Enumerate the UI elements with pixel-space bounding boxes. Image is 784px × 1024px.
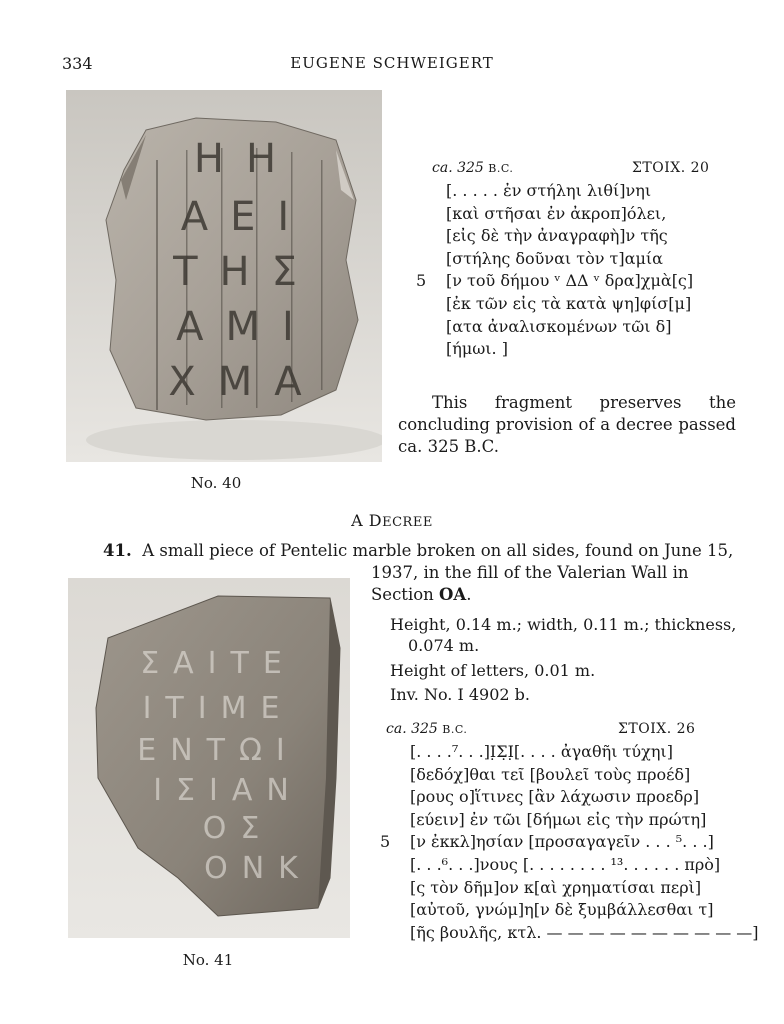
inscription-line: [καὶ στῆσαι ἐν ἀκροπ]όλει, [446, 203, 667, 223]
inscription-line: [στήλης δοῦναι τὸν τ]αμία [446, 248, 663, 268]
fragment-40-commentary: This fragment preserves the concluding provision of a decree passed ca. 325 B.C. [398, 393, 736, 456]
section-title: A DECREE [351, 511, 433, 530]
fragment-40-caption: No. 40 [190, 474, 242, 492]
inscription-line: [αὐτοῦ, γνώμ]η[ν δὲ ξυμβάλλεσθαι τ] [410, 900, 714, 920]
inscription-line: [. . . .⁷. . .]Ι̣Σ̣Ι̣[. . . . ἀγαθῆι τύχηι] [410, 742, 673, 761]
inscription-line: [. . . . . ἐν στήληι λιθί]νηι [446, 181, 652, 200]
inscription-line: [. . .⁶. . .]νους [. . . . . . . . ¹³. . . . . . πρὸ] [410, 854, 721, 874]
entry-number: 41. [103, 541, 132, 560]
fragment-41-stone-row: ΣΑΙΤΕ [140, 646, 296, 681]
fragment-41-inventory: Inv. No. I 4902 b. [390, 685, 530, 704]
fragment-41-stoichedon: ΣΤΟΙΧ. 26 [618, 721, 696, 737]
inscription-line: [ήμωι. ] [446, 339, 508, 359]
fragment-41-caption: No. 41 [182, 951, 234, 969]
inscription-line: [ρους ο]ἵτινες [ἂν λάχωσιν προεδρ] [410, 787, 700, 807]
inscription-line: [ς τὸν δῆμ]ον κ[αὶ χρηματίσαι περὶ] [410, 877, 702, 897]
fragment-41-stone-row: ΟΝΚ [204, 851, 312, 886]
inscription-line: [ῆς βουλῆς, κτλ. — — — — — — — — — —] [410, 922, 759, 942]
line-number: 5 [380, 832, 391, 852]
inscription-line: 5 [ν ἐκκλ]ησίαν [προσαγαγεῖν . . . ⁵. . .] [410, 831, 759, 854]
fragment-41-stone-row: ΙΣΙΑΝ [153, 773, 303, 808]
running-head: EUGENE SCHWEIGERT [290, 54, 494, 72]
fragment-40-photo [66, 90, 382, 462]
fragment-41-stone-illustration [68, 578, 350, 938]
fragment-40-stone-row: ΑΜΙ [176, 304, 316, 350]
inscription-line: [εύειν] ἐν τῶι [δήμωι εἰς τὴν πρώτη] [410, 809, 707, 829]
fragment-41-entry-line1: 41. A small piece of Pentelic marble broken on all sides, found on June 15, [103, 541, 734, 560]
line-number: 5 [416, 271, 427, 291]
era-label: B.C. [442, 723, 468, 736]
inscription-line: [δεδόχ]θαι τεῖ [βουλεῖ τοὺς προέδ] [410, 764, 691, 784]
era-label: B.C. [488, 162, 514, 175]
fragment-41-date: ca. 325 B.C. [386, 721, 468, 737]
fragment-41-stone-row: ΙΤΙΜΕ [142, 691, 294, 726]
inscription-line: [ἐκ τῶν εἰς τὰ κατὰ ψη]φίσ[μ] [446, 293, 692, 313]
fragment-40-stone-row: ΤΗΣ [173, 249, 319, 295]
fragment-41-dimensions: Height, 0.14 m.; width, 0.11 m.; thickness, 0.074 m. [390, 615, 737, 655]
fragment-40-stone-illustration [66, 90, 382, 462]
fragment-41-stone-row: ΕΝΤΩΙ [137, 733, 299, 768]
fragment-41-entry-line3: Section OA. [371, 585, 472, 604]
fragment-40-stone-row: ΧΜΑ [168, 359, 324, 405]
fragment-41-text [380, 741, 759, 944]
fragment-40-stone-row: ΗΗ [193, 136, 299, 182]
fragment-41-entry-line2: 1937, in the fill of the Valerian Wall in [371, 563, 689, 582]
inscription-line: 5 [ν τοῦ δήμου ᵛ ΔΔ ᵛ δρα]χμὰ[ς] [446, 270, 693, 293]
fragment-41-photo [68, 578, 350, 938]
inscription-line: [ατα ἀναλισκομένων τῶι δ] [446, 316, 672, 336]
fragment-41-letter-height: Height of letters, 0.01 m. [390, 661, 596, 680]
fragment-40-stone-row: ΑΕΙ [180, 194, 312, 240]
fragment-40-text [416, 180, 694, 361]
fragment-40-date: ca. 325 B.C. [432, 160, 514, 176]
inscription-line: [εἰς δὲ τὴν ἀναγραφὴ]ν τῆς [446, 226, 668, 246]
page-number: 334 [62, 54, 93, 73]
fragment-41-stone-row: ΟΣ [202, 811, 274, 846]
fragment-40-stoichedon: ΣΤΟΙΧ. 20 [632, 160, 710, 176]
